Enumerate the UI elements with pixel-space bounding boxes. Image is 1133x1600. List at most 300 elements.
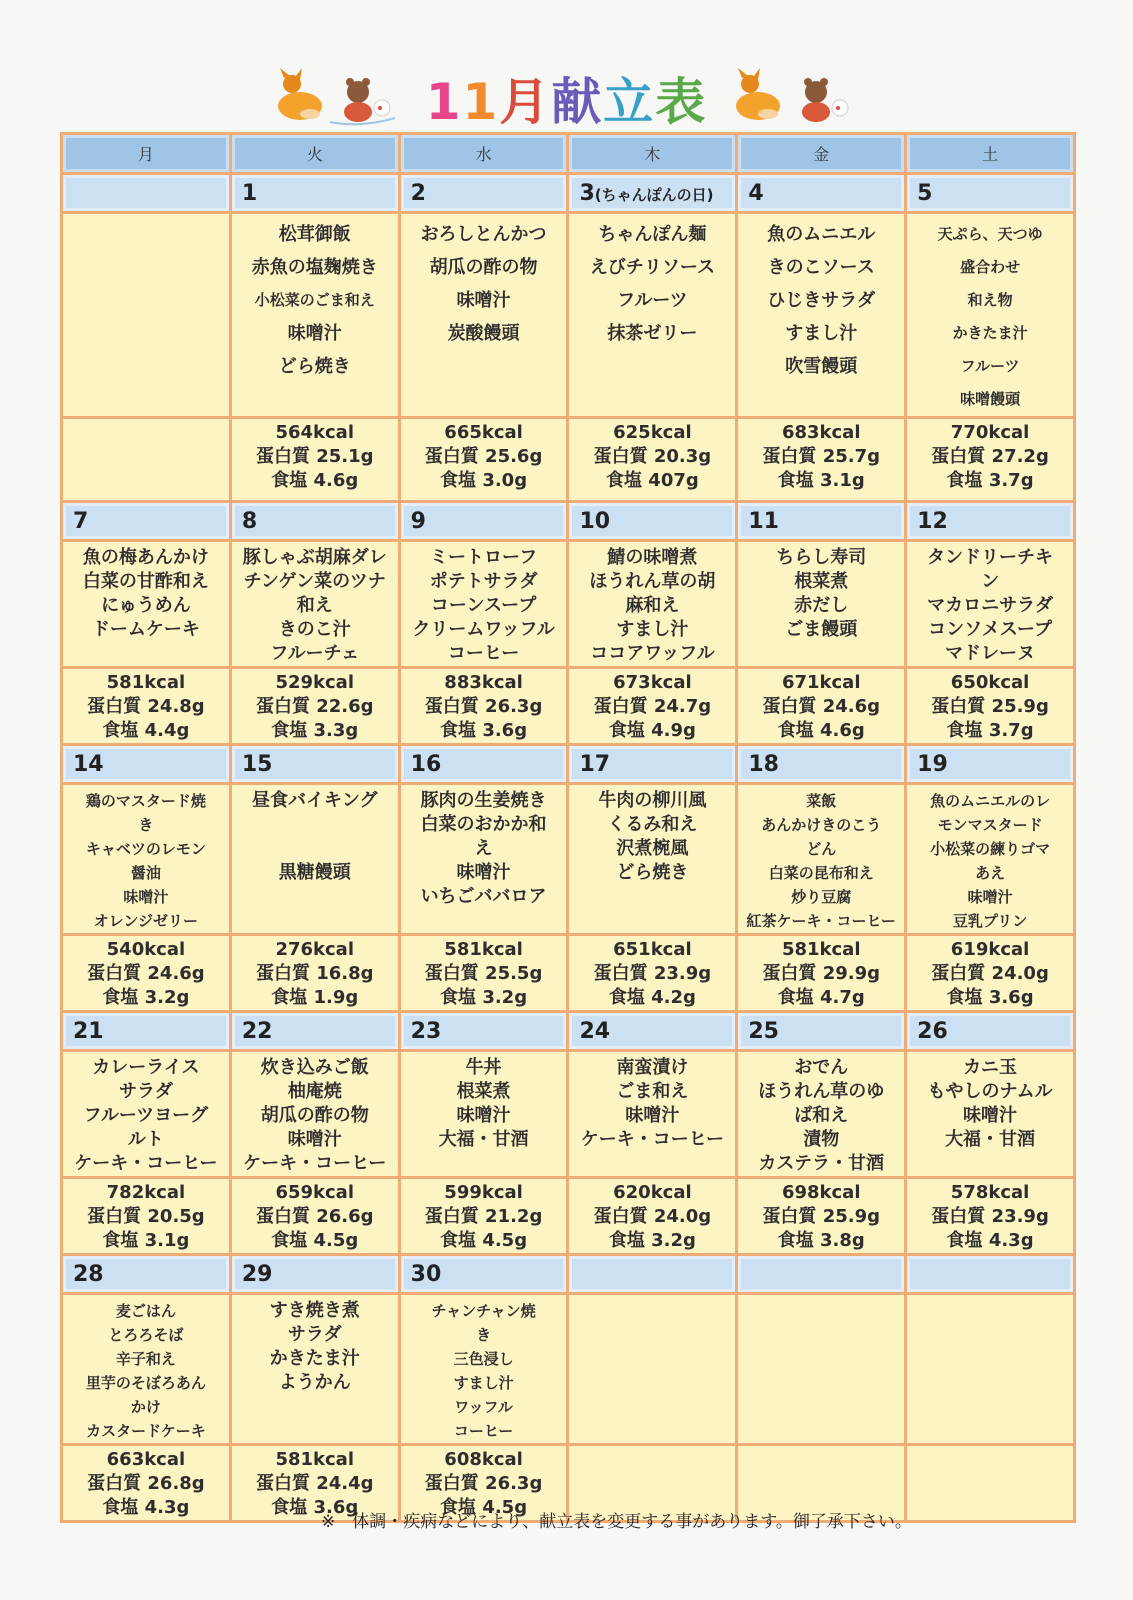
date-cell: [737, 1255, 906, 1294]
dish-item: 黒糖饅頭: [278, 862, 351, 883]
dish-cell: [568, 541, 737, 668]
calorie-value: 683kcal: [781, 422, 861, 443]
dish-item: 魚のムニエル: [767, 224, 876, 245]
date-cell: [906, 1255, 1075, 1294]
dish-cell: [568, 1051, 737, 1178]
dish-item: きのこ汁: [278, 619, 351, 640]
dish-item: 味噌汁: [963, 1105, 1018, 1126]
calorie-value: 581kcal: [106, 672, 186, 693]
date-number: 19: [917, 751, 948, 777]
date-cell: [230, 1012, 399, 1051]
dish-item: 魚のムニエルのレ: [930, 792, 1051, 810]
dish-item: ケーキ・コーヒー: [74, 1153, 218, 1174]
date-cell: [568, 174, 737, 213]
salt-value: 食塩 1.9g: [271, 987, 359, 1008]
date-cell: [62, 1012, 231, 1051]
nutrition-cell: [737, 1178, 906, 1255]
dish-cell: [906, 541, 1075, 668]
protein-value: 蛋白質 23.9g: [593, 963, 712, 984]
dish-item: すまし汁: [616, 619, 689, 640]
dish-item: 牛肉の柳川風: [598, 790, 707, 811]
nutrition-row: [62, 668, 1075, 745]
dish-item: 盛合わせ: [960, 258, 1021, 276]
dish-item: ひじきサラダ: [767, 290, 876, 311]
protein-value: 蛋白質 20.3g: [593, 446, 712, 467]
dish-item: フルーチェ: [270, 643, 360, 664]
nutrition-cell: [737, 668, 906, 745]
salt-value: 食塩 4.2g: [608, 987, 696, 1008]
dish-item: ほうれん草の胡: [589, 571, 716, 592]
nutrition-cell: [62, 1178, 231, 1255]
dish-item: コンソメスープ: [928, 619, 1052, 640]
dish-item: フルーツ: [617, 290, 688, 311]
dish-item: かきたま汁: [269, 1348, 360, 1369]
protein-value: 蛋白質 21.2g: [424, 1206, 543, 1227]
dish-item: 沢煮椀風: [616, 838, 689, 859]
calorie-value: 540kcal: [106, 939, 186, 960]
dish-item: マカロニサラダ: [927, 595, 1053, 616]
dish-cell: [568, 213, 737, 418]
dish-item: にゅうめん: [101, 595, 191, 616]
calorie-value: 698kcal: [781, 1182, 861, 1203]
salt-value: 食塩 3.8g: [777, 1230, 865, 1251]
dish-cell: [399, 1294, 568, 1445]
nutrition-row: [62, 935, 1075, 1012]
salt-value: 食塩 3.0g: [440, 470, 528, 491]
dish-item: ようかん: [278, 1372, 351, 1393]
date-number: 8: [241, 508, 258, 534]
calorie-value: 651kcal: [613, 939, 692, 960]
dish-item: チンゲン菜のツナ: [243, 571, 386, 592]
dish-item: 白菜のおかか和: [420, 814, 547, 835]
salt-value: 食塩 4.5g: [440, 1497, 528, 1518]
date-cell: [62, 174, 231, 213]
calorie-value: 673kcal: [613, 672, 692, 693]
protein-value: 蛋白質 20.5g: [87, 1206, 205, 1227]
date-cell: [737, 1012, 906, 1051]
date-number: 22: [241, 1018, 273, 1044]
date-number: 14: [73, 751, 104, 777]
dish-item: 味噌汁: [625, 1105, 680, 1126]
nutrition-cell: [737, 935, 906, 1012]
dish-item: 紅茶ケーキ・コーヒー: [746, 912, 896, 930]
nutrition-cell: [737, 418, 906, 502]
date-number: 15: [241, 751, 273, 777]
dish-item: フルーツ: [960, 357, 1020, 375]
dish-item: 吹雪饅頭: [785, 356, 858, 377]
salt-value: 食塩 3.2g: [608, 1230, 696, 1251]
dish-item: 豚肉の生姜焼き: [420, 790, 547, 811]
dish-cell: [230, 213, 399, 418]
calorie-value: 529kcal: [275, 672, 354, 693]
protein-value: 蛋白質 26.3g: [424, 696, 543, 717]
protein-value: 蛋白質 16.8g: [255, 963, 374, 984]
date-cell: [62, 745, 231, 784]
dish-item: おでん: [794, 1057, 849, 1078]
date-row: [62, 1255, 1075, 1294]
nutrition-cell: [230, 418, 399, 502]
dish-item: 味噌汁: [123, 888, 169, 906]
dish-row: [62, 541, 1075, 668]
date-cell: [399, 1255, 568, 1294]
dish-item: 根菜煮: [456, 1081, 511, 1102]
dish-item: 白菜の昆布和え: [768, 864, 874, 882]
dish-cell: [230, 784, 399, 935]
salt-value: 食塩 4.6g: [271, 470, 359, 491]
dish-item: あえ: [975, 864, 1006, 882]
dish-row: [62, 1051, 1075, 1178]
dish-item: 豚しゃぶ胡麻ダレ: [242, 547, 387, 568]
dish-item: 白菜の甘酢和え: [82, 571, 209, 592]
dish-item: え: [474, 838, 493, 859]
dish-item: 和え物: [967, 291, 1013, 309]
dish-item: ケーキ・コーヒー: [580, 1129, 725, 1150]
date-number: 26: [917, 1018, 948, 1044]
dish-item: 抹茶ゼリー: [607, 323, 698, 344]
dish-cell: [906, 213, 1075, 418]
protein-value: 蛋白質 24.7g: [593, 696, 712, 717]
date-cell: [230, 502, 399, 541]
dish-cell: [62, 784, 231, 935]
dish-item: 天ぷら、天つゆ: [937, 225, 1043, 243]
calorie-value: 659kcal: [275, 1182, 354, 1203]
nutrition-cell: [568, 1178, 737, 1255]
dish-item: コーヒー: [447, 643, 520, 664]
date-number: 21: [73, 1018, 104, 1044]
salt-value: 食塩 3.1g: [777, 470, 865, 491]
dish-item: ちゃんぽん麺: [598, 224, 707, 245]
dish-item: 和え: [296, 595, 333, 616]
calorie-value: 276kcal: [275, 939, 354, 960]
dish-item: ケーキ・コーヒー: [243, 1153, 387, 1174]
dish-item: 南蛮漬け: [616, 1057, 689, 1078]
dish-item: き: [138, 816, 154, 834]
protein-value: 蛋白質 24.0g: [931, 963, 1049, 984]
nutrition-cell: [230, 668, 399, 745]
weekday-header: 水: [399, 134, 568, 174]
calorie-value: 581kcal: [275, 1449, 354, 1470]
dish-cell: [399, 541, 568, 668]
nutrition-cell: [62, 418, 231, 502]
dish-item: 昼食バイキング: [252, 790, 378, 811]
nutrition-cell: [399, 1178, 568, 1255]
calorie-value: 625kcal: [613, 422, 692, 443]
protein-value: 蛋白質 27.2g: [931, 446, 1049, 467]
dish-item: ごま饅頭: [785, 619, 858, 640]
dish-item: 大福・甘酒: [945, 1129, 1036, 1150]
date-number: 16: [410, 751, 442, 777]
dish-item: キャベツのレモン: [85, 840, 206, 858]
dish-item: あんかけきのこう: [761, 816, 882, 834]
dish-item: ルト: [127, 1129, 164, 1150]
nutrition-cell: [230, 1178, 399, 1255]
date-number: 24: [579, 1018, 611, 1044]
nutrition-cell: [568, 668, 737, 745]
dish-item: 味噌汁: [456, 290, 511, 311]
calorie-value: 620kcal: [613, 1182, 692, 1203]
title-area: [0, 58, 1133, 136]
date-number: 9: [410, 508, 426, 534]
dish-item: ほうれん草のゆ: [758, 1081, 885, 1102]
protein-value: 蛋白質 24.6g: [762, 696, 880, 717]
weekday-header: 月: [62, 134, 231, 174]
date-cell: [399, 1012, 568, 1051]
protein-value: 蛋白質 26.6g: [255, 1206, 374, 1227]
nutrition-cell: [230, 935, 399, 1012]
date-row: [62, 745, 1075, 784]
date-note: (ちゃんぽんの日): [594, 185, 714, 204]
dish-item: オレンジゼリー: [93, 912, 199, 930]
dish-item: サラダ: [119, 1081, 173, 1102]
nutrition-row: [62, 1178, 1075, 1255]
salt-value: 食塩 3.6g: [440, 720, 528, 741]
nutrition-cell: [62, 668, 231, 745]
date-cell: [399, 745, 568, 784]
protein-value: 蛋白質 25.1g: [255, 446, 374, 467]
dish-cell: [737, 1294, 906, 1445]
dish-item: かきたま汁: [952, 324, 1028, 342]
dish-cell: [737, 541, 906, 668]
dish-cell: [399, 1051, 568, 1178]
calorie-value: 581kcal: [444, 939, 523, 960]
dish-item: どら焼き: [278, 356, 351, 377]
dish-item: すき焼き煮: [269, 1300, 360, 1321]
dish-item: カニ玉: [963, 1057, 1018, 1078]
dish-cell: [230, 1051, 399, 1178]
dish-item: 漬物: [803, 1129, 840, 1150]
date-number: 17: [579, 751, 611, 777]
dish-item: サラダ: [287, 1324, 342, 1345]
dish-cell: [230, 1294, 399, 1445]
date-cell: [568, 745, 737, 784]
calorie-value: 663kcal: [106, 1449, 186, 1470]
weekday-header: 土: [906, 134, 1075, 174]
dish-item: 辛子和え: [115, 1350, 176, 1368]
dish-item: 魚の梅あんかけ: [82, 547, 209, 568]
dish-item: 炒り豆腐: [791, 888, 852, 906]
dish-cell: [906, 784, 1075, 935]
date-cell: [568, 1255, 737, 1294]
dish-cell: [737, 213, 906, 418]
dish-item: ちらし寿司: [776, 547, 867, 568]
dish-item: すまし汁: [453, 1374, 514, 1392]
decoration-right-image: [728, 66, 858, 128]
dish-item: 赤魚の塩麹焼き: [251, 257, 378, 278]
protein-value: 蛋白質 25.9g: [762, 1206, 880, 1227]
dish-item: カステラ・甘酒: [758, 1153, 885, 1174]
dish-cell: [906, 1051, 1075, 1178]
page-title: 11月献立表: [425, 73, 708, 131]
weekday-header: 木: [568, 134, 737, 174]
dish-item: おろしとんかつ: [420, 224, 547, 245]
date-cell: [906, 1012, 1075, 1051]
dish-item: 醤油: [130, 864, 161, 882]
dish-item: フルーツヨーグ: [83, 1105, 209, 1126]
date-cell: [737, 502, 906, 541]
salt-value: 食塩 4.7g: [777, 987, 865, 1008]
date-cell: [737, 174, 906, 213]
dish-item: カスタードケーキ: [86, 1422, 206, 1440]
dish-item: クリームワッフル: [412, 619, 555, 640]
dish-cell: [906, 1294, 1075, 1445]
dish-item: 大福・甘酒: [438, 1129, 529, 1150]
salt-value: 食塩 4.5g: [271, 1230, 359, 1251]
nutrition-cell: [906, 1178, 1075, 1255]
nutrition-cell: [568, 418, 737, 502]
date-number: 25: [748, 1018, 779, 1044]
dish-item: ン: [981, 571, 1000, 592]
date-cell: [568, 502, 737, 541]
dish-item: 味噌汁: [287, 1129, 342, 1150]
protein-value: 蛋白質 26.3g: [424, 1473, 543, 1494]
menu-calendar-table: [60, 132, 1076, 1523]
dish-item: コーヒー: [453, 1422, 514, 1440]
dish-item: 牛丼: [465, 1057, 502, 1078]
dish-item: コーンスープ: [430, 595, 537, 616]
date-row: [62, 502, 1075, 541]
dish-cell: [399, 784, 568, 935]
salt-value: 食塩 3.2g: [102, 987, 190, 1008]
dish-item: ミートローフ: [430, 547, 538, 568]
dish-item: 三色浸し: [453, 1350, 514, 1368]
date-cell: [399, 502, 568, 541]
salt-value: 食塩 3.7g: [946, 720, 1034, 741]
protein-value: 蛋白質 22.6g: [255, 696, 374, 717]
date-number: 28: [73, 1261, 104, 1287]
date-number: 23: [410, 1018, 442, 1044]
date-number: 1: [241, 180, 258, 206]
calorie-value: 770kcal: [950, 422, 1030, 443]
salt-value: 食塩 4.3g: [946, 1230, 1034, 1251]
nutrition-cell: [568, 935, 737, 1012]
dish-item: ポテトサラダ: [429, 571, 538, 592]
dish-item: タンドリーチキ: [927, 547, 1054, 568]
date-cell: [230, 1255, 399, 1294]
dish-item: 胡瓜の酢の物: [429, 257, 538, 278]
dish-item: かけ: [130, 1398, 161, 1416]
dish-item: モンマスタード: [937, 816, 1043, 834]
dish-item: どら焼き: [616, 862, 689, 883]
nutrition-cell: [62, 935, 231, 1012]
dish-item: マドレーヌ: [945, 643, 1036, 664]
dish-row: [62, 784, 1075, 935]
dish-item: 味噌汁: [456, 862, 511, 883]
dish-item: どん: [806, 840, 837, 858]
protein-value: 蛋白質 24.6g: [87, 963, 205, 984]
dish-item: 菜飯: [806, 792, 837, 810]
dish-item: 赤だし: [794, 595, 849, 616]
date-number: 12: [917, 508, 948, 534]
dish-item: チャンチャン焼: [431, 1302, 536, 1320]
dish-item: いちごババロア: [420, 886, 547, 907]
date-number: 3: [579, 180, 595, 206]
dish-item: すまし汁: [785, 323, 858, 344]
dish-item: もやしのナムル: [927, 1081, 1053, 1102]
calorie-value: 619kcal: [950, 939, 1030, 960]
nutrition-cell: [399, 935, 568, 1012]
salt-value: 食塩 4.3g: [102, 1497, 190, 1518]
dish-item: 小松菜の練りゴマ: [930, 840, 1051, 858]
calorie-value: 650kcal: [950, 672, 1030, 693]
date-cell: [62, 1255, 231, 1294]
protein-value: 蛋白質 25.9g: [931, 696, 1049, 717]
nutrition-row: [62, 418, 1075, 502]
dish-cell: [62, 1051, 231, 1178]
date-cell: [906, 174, 1075, 213]
dish-item: 味噌汁: [287, 323, 342, 344]
protein-value: 蛋白質 26.8g: [87, 1473, 205, 1494]
date-row: [62, 1012, 1075, 1051]
salt-value: 食塩 3.6g: [271, 1497, 359, 1518]
dish-cell: [737, 1051, 906, 1178]
dish-item: 根菜煮: [794, 571, 849, 592]
dish-row: [62, 1294, 1075, 1445]
salt-value: 食塩 3.1g: [102, 1230, 190, 1251]
salt-value: 食塩 3.6g: [946, 987, 1034, 1008]
dish-item: き: [476, 1326, 492, 1344]
nutrition-cell: [906, 935, 1075, 1012]
dish-cell: [568, 1294, 737, 1445]
calorie-value: 564kcal: [275, 422, 354, 443]
salt-value: 食塩 4.4g: [102, 720, 190, 741]
calorie-value: 578kcal: [950, 1182, 1030, 1203]
dish-cell: [62, 213, 231, 418]
date-cell: [62, 502, 231, 541]
dish-cell: [62, 1294, 231, 1445]
nutrition-cell: [906, 418, 1075, 502]
dish-item: 炊き込みご飯: [260, 1057, 369, 1078]
calorie-value: 883kcal: [444, 672, 523, 693]
date-cell: [230, 174, 399, 213]
date-cell: [906, 502, 1075, 541]
salt-value: 食塩 3.2g: [440, 987, 528, 1008]
dish-item: 柚庵焼: [287, 1081, 342, 1102]
nutrition-cell: [399, 418, 568, 502]
protein-value: 蛋白質 24.4g: [255, 1473, 374, 1494]
salt-value: 食塩 4.9g: [608, 720, 696, 741]
date-row: [62, 174, 1075, 213]
salt-value: 食塩 3.3g: [271, 720, 359, 741]
dish-item: 小松菜のごま和え: [254, 291, 375, 309]
protein-value: 蛋白質 29.9g: [762, 963, 880, 984]
date-number: 7: [73, 508, 89, 534]
dish-item: 豆乳プリン: [952, 912, 1028, 930]
protein-value: 蛋白質 24.8g: [87, 696, 205, 717]
dish-cell: [62, 541, 231, 668]
weekday-header: 火: [230, 134, 399, 174]
dish-item: ごま和え: [616, 1081, 689, 1102]
date-number: 30: [410, 1261, 442, 1287]
protein-value: 蛋白質 25.7g: [762, 446, 880, 467]
dish-item: ワッフル: [454, 1398, 513, 1416]
protein-value: 蛋白質 23.9g: [931, 1206, 1049, 1227]
date-number: 29: [241, 1261, 273, 1287]
date-number: 2: [410, 180, 426, 206]
protein-value: 蛋白質 25.5g: [424, 963, 543, 984]
date-cell: [568, 1012, 737, 1051]
salt-value: 食塩 4.5g: [440, 1230, 528, 1251]
dish-cell: [399, 213, 568, 418]
dish-item: ば和え: [794, 1105, 849, 1126]
weekday-header-row: [62, 134, 1075, 174]
date-number: 4: [748, 180, 764, 206]
weekday-header: 金: [737, 134, 906, 174]
date-number: 11: [748, 508, 779, 534]
dish-item: 味噌汁: [456, 1105, 511, 1126]
dish-item: 胡瓜の酢の物: [260, 1105, 369, 1126]
dish-cell: [568, 784, 737, 935]
dish-cell: [230, 541, 399, 668]
